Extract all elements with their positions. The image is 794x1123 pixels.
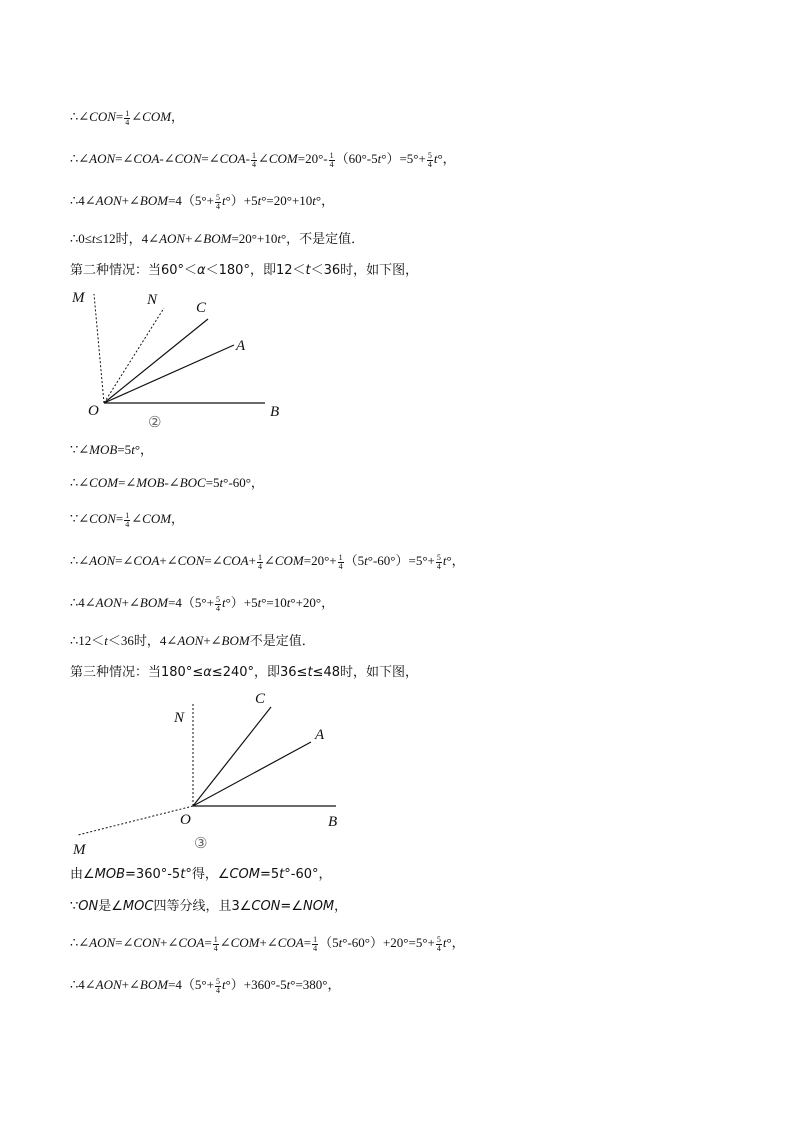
math-symbol: COA: [222, 553, 249, 568]
math-symbol: COM: [89, 475, 119, 490]
text-run: ，: [171, 511, 185, 526]
text-run: +∠: [185, 231, 204, 246]
case-three-heading: [70, 664, 418, 682]
math-symbol: COA: [133, 151, 160, 166]
text-run: =5: [117, 442, 132, 457]
text-run: °，: [315, 193, 335, 208]
text-run: ＜36时，如下图，: [310, 263, 419, 278]
math-symbol: t: [286, 595, 291, 610]
math-symbol: COM: [274, 553, 304, 568]
proof-line-14: [70, 898, 347, 916]
math-symbol: t: [279, 867, 285, 882]
text-run: ∵∠: [70, 442, 90, 457]
text-run: °）+5: [225, 595, 258, 610]
fraction: [215, 978, 221, 995]
math-symbol: AON: [159, 231, 186, 246]
text-run: （60°-5: [335, 151, 378, 166]
math-symbol: COM: [230, 935, 260, 950]
proof-line-2: [70, 150, 456, 169]
text-run: °得，∠: [185, 867, 230, 882]
text-run: 第二种情况：当60°＜: [70, 263, 198, 278]
math-symbol: t: [286, 977, 291, 992]
proof-line-11: [70, 632, 315, 650]
numerator: 5: [436, 934, 441, 944]
math-symbol: MOB: [136, 475, 165, 490]
text-run: ≤12时，4∠: [95, 231, 160, 246]
text-run: =20°-: [297, 151, 328, 166]
math-symbol: AON: [95, 977, 122, 992]
math-symbol: t: [104, 633, 108, 648]
math-symbol: ON: [78, 899, 99, 914]
text-run: ∴∠: [70, 109, 90, 124]
label-a: A: [315, 727, 325, 743]
text-run: =∠: [118, 475, 137, 490]
denominator: 4: [215, 201, 220, 211]
ray-om-dashed: [78, 806, 193, 835]
math-symbol: COM: [229, 867, 260, 882]
numerator: 5: [436, 552, 441, 562]
denominator: 4: [338, 561, 343, 571]
text-run: ，: [334, 899, 348, 914]
text-run: °=380°，: [290, 977, 341, 992]
text-run: =5: [205, 475, 220, 490]
math-symbol: COA: [133, 553, 160, 568]
denominator: 4: [125, 117, 130, 127]
text-run: °，: [446, 935, 465, 950]
math-symbol: t: [131, 442, 135, 457]
text-run: 四等分线，且3∠: [153, 899, 252, 914]
text-run: =: [115, 109, 124, 124]
text-run: ∠: [131, 109, 143, 124]
proof-line-4: [70, 230, 364, 248]
proof-line-9: [70, 552, 465, 571]
figure-2: [60, 282, 300, 432]
text-run: ∠: [131, 511, 143, 526]
text-run: ＜180°，即12＜: [205, 263, 306, 278]
numerator: 1: [251, 150, 256, 160]
text-run: +: [248, 553, 256, 568]
text-run: ，: [171, 109, 185, 124]
fraction: [124, 512, 130, 529]
math-symbol: AON: [89, 935, 116, 950]
text-run: 是∠: [98, 899, 123, 914]
math-symbol: t: [257, 193, 262, 208]
math-symbol: t: [219, 475, 224, 490]
math-symbol: COA: [219, 151, 246, 166]
math-symbol: t: [377, 151, 382, 166]
math-symbol: t: [338, 935, 343, 950]
math-symbol: COA: [277, 935, 304, 950]
math-symbol: t: [442, 935, 447, 950]
text-run: ∴4∠: [70, 193, 96, 208]
numerator: 1: [329, 150, 334, 160]
label-n: N: [147, 292, 158, 308]
math-symbol: AON: [95, 193, 122, 208]
text-run: °）=5°+: [381, 151, 426, 166]
text-run: +∠: [121, 193, 140, 208]
fraction: [436, 554, 442, 571]
text-run: ∵: [70, 899, 79, 914]
text-run: -: [245, 151, 250, 166]
text-run: ∠: [257, 151, 269, 166]
fraction: [124, 110, 130, 127]
denominator: 4: [257, 561, 262, 571]
proof-line-15: [70, 934, 465, 953]
ray-on-dashed: [104, 308, 164, 403]
numerator: 5: [215, 594, 220, 604]
fraction: [329, 152, 335, 169]
text-run: （5: [319, 935, 339, 950]
math-symbol: AON: [89, 553, 116, 568]
text-run: =20°+: [303, 553, 337, 568]
numerator: 1: [338, 552, 343, 562]
math-symbol: BOM: [139, 193, 169, 208]
math-symbol: BOM: [221, 633, 250, 648]
fraction: [338, 554, 344, 571]
case-two-heading: [70, 262, 418, 280]
math-symbol: AON: [89, 151, 116, 166]
text-run: ∴0≤: [70, 231, 92, 246]
text-run: +∠: [160, 935, 179, 950]
ray-oc: [104, 319, 208, 403]
text-run: =∠: [280, 899, 303, 914]
text-run: °，不是定值．: [280, 231, 365, 246]
math-symbol: AON: [177, 633, 204, 648]
math-symbol: BOC: [179, 475, 206, 490]
text-run: ∵∠: [70, 511, 90, 526]
text-run: =∠: [204, 553, 223, 568]
math-symbol: t: [221, 193, 226, 208]
math-symbol: COM: [142, 109, 172, 124]
math-symbol: MOB: [94, 867, 126, 882]
math-symbol: COM: [268, 151, 298, 166]
proof-line-6: [70, 441, 153, 459]
text-run: °，: [134, 442, 154, 457]
math-symbol: t: [221, 977, 226, 992]
math-symbol: α: [203, 665, 212, 680]
math-symbol: BOM: [139, 595, 169, 610]
figure-caption: ②: [148, 413, 162, 431]
figure-3: [60, 688, 360, 858]
label-b: B: [270, 404, 280, 420]
text-run: 第三种情况：当180°≤: [70, 665, 204, 680]
math-symbol: BOM: [139, 977, 169, 992]
ray-om-dashed: [94, 294, 104, 403]
label-b: B: [328, 814, 338, 830]
math-symbol: NOM: [302, 899, 335, 914]
math-symbol: MOB: [89, 442, 118, 457]
text-run: =5: [260, 867, 280, 882]
text-run: °+20°，: [290, 595, 335, 610]
denominator: 4: [436, 943, 441, 953]
text-run: °=10: [261, 595, 287, 610]
math-symbol: t: [257, 595, 262, 610]
label-c: C: [196, 300, 207, 316]
text-run: =4（5°+: [168, 595, 214, 610]
fraction: [251, 152, 257, 169]
proof-line-3: [70, 192, 334, 211]
fraction: [215, 194, 221, 211]
text-run: =∠: [115, 151, 134, 166]
text-run: ∴12＜: [70, 633, 105, 648]
text-run: °）+5: [225, 193, 258, 208]
text-run: 由∠: [70, 867, 95, 882]
text-run: ∴4∠: [70, 977, 96, 992]
text-run: ∠: [219, 935, 231, 950]
numerator: 1: [125, 108, 130, 118]
math-symbol: t: [307, 665, 313, 680]
numerator: 5: [215, 976, 220, 986]
denominator: 4: [251, 159, 256, 169]
text-run: =∠: [115, 553, 134, 568]
denominator: 4: [436, 561, 441, 571]
math-symbol: MOC: [122, 899, 154, 914]
math-symbol: COA: [178, 935, 205, 950]
figure-caption: ③: [194, 834, 208, 852]
proof-line-16: [70, 976, 341, 995]
proof-line-13: [70, 866, 332, 884]
math-symbol: CON: [89, 511, 116, 526]
text-run: 不是定值．: [249, 633, 315, 648]
math-symbol: CON: [133, 935, 161, 950]
proof-line-8: [70, 510, 184, 529]
text-run: +∠: [159, 553, 178, 568]
text-run: ∴∠: [70, 475, 90, 490]
text-run: °-60°）=5°+: [367, 553, 435, 568]
fraction: [257, 554, 263, 571]
denominator: 4: [215, 603, 220, 613]
proof-line-10: [70, 594, 334, 613]
math-symbol: COM: [142, 511, 172, 526]
text-run: =20°+10: [231, 231, 278, 246]
math-symbol: t: [277, 231, 281, 246]
math-symbol: CON: [177, 553, 205, 568]
text-run: =: [303, 935, 312, 950]
numerator: 1: [125, 510, 130, 520]
math-symbol: t: [433, 151, 438, 166]
text-run: =360°-5: [125, 867, 181, 882]
text-run: （5: [344, 553, 365, 568]
text-run: °，: [446, 553, 465, 568]
text-run: °）+360°-5: [225, 977, 287, 992]
ray-oa: [104, 345, 234, 403]
denominator: 4: [213, 943, 218, 953]
denominator: 4: [313, 943, 318, 953]
math-symbol: t: [442, 553, 447, 568]
fraction: [215, 596, 221, 613]
math-symbol: t: [91, 231, 96, 246]
text-run: =: [204, 935, 212, 950]
math-symbol: t: [364, 553, 368, 568]
text-run: =: [115, 511, 124, 526]
math-symbol: AON: [95, 595, 122, 610]
text-run: =∠: [201, 151, 220, 166]
label-a: A: [236, 338, 246, 354]
label-m: M: [72, 290, 85, 306]
text-run: ∴∠: [70, 935, 90, 950]
label-n: N: [174, 710, 185, 726]
text-run: ∴4∠: [70, 595, 96, 610]
proof-line-1: [70, 108, 184, 127]
numerator: 5: [427, 150, 432, 160]
text-run: °-60°）+20°=5°+: [342, 935, 435, 950]
math-symbol: t: [312, 193, 316, 208]
label-c: C: [255, 691, 266, 707]
text-run: ∴∠: [70, 553, 90, 568]
text-run: =4（5°+: [168, 193, 214, 208]
denominator: 4: [329, 159, 334, 169]
text-run: +∠: [121, 595, 140, 610]
text-run: °=20°+10: [261, 193, 313, 208]
fraction: [312, 936, 318, 953]
ray-oc: [193, 707, 271, 806]
text-run: ＜36时，4∠: [107, 633, 178, 648]
text-run: -∠: [159, 151, 175, 166]
denominator: 4: [215, 985, 220, 995]
text-run: °-60°，: [284, 867, 332, 882]
proof-line-7: [70, 474, 264, 492]
text-run: +∠: [121, 977, 140, 992]
label-o: O: [180, 812, 191, 828]
ray-oa: [193, 742, 311, 806]
math-symbol: α: [197, 263, 206, 278]
fraction: [436, 936, 442, 953]
fraction: [213, 936, 219, 953]
label-o: O: [88, 403, 99, 419]
text-run: ≤48时，如下图，: [312, 665, 418, 680]
fraction: [427, 152, 433, 169]
text-run: ∠: [263, 553, 275, 568]
text-run: +∠: [203, 633, 222, 648]
text-run: -∠: [164, 475, 180, 490]
text-run: °，: [437, 151, 456, 166]
math-symbol: BOM: [203, 231, 232, 246]
label-m: M: [73, 842, 86, 858]
numerator: 5: [215, 192, 220, 202]
denominator: 4: [125, 519, 130, 529]
math-symbol: CON: [174, 151, 202, 166]
text-run: ∴∠: [70, 151, 90, 166]
text-run: +∠: [259, 935, 278, 950]
math-symbol: t: [305, 263, 311, 278]
math-symbol: CON: [251, 899, 281, 914]
numerator: 1: [213, 934, 218, 944]
numerator: 1: [313, 934, 318, 944]
math-symbol: t: [180, 867, 186, 882]
math-symbol: t: [221, 595, 226, 610]
text-run: =∠: [115, 935, 134, 950]
text-run: °-60°，: [223, 475, 264, 490]
denominator: 4: [427, 159, 432, 169]
numerator: 1: [257, 552, 262, 562]
math-symbol: CON: [89, 109, 116, 124]
text-run: =4（5°+: [168, 977, 214, 992]
text-run: ≤240°，即36≤: [211, 665, 308, 680]
